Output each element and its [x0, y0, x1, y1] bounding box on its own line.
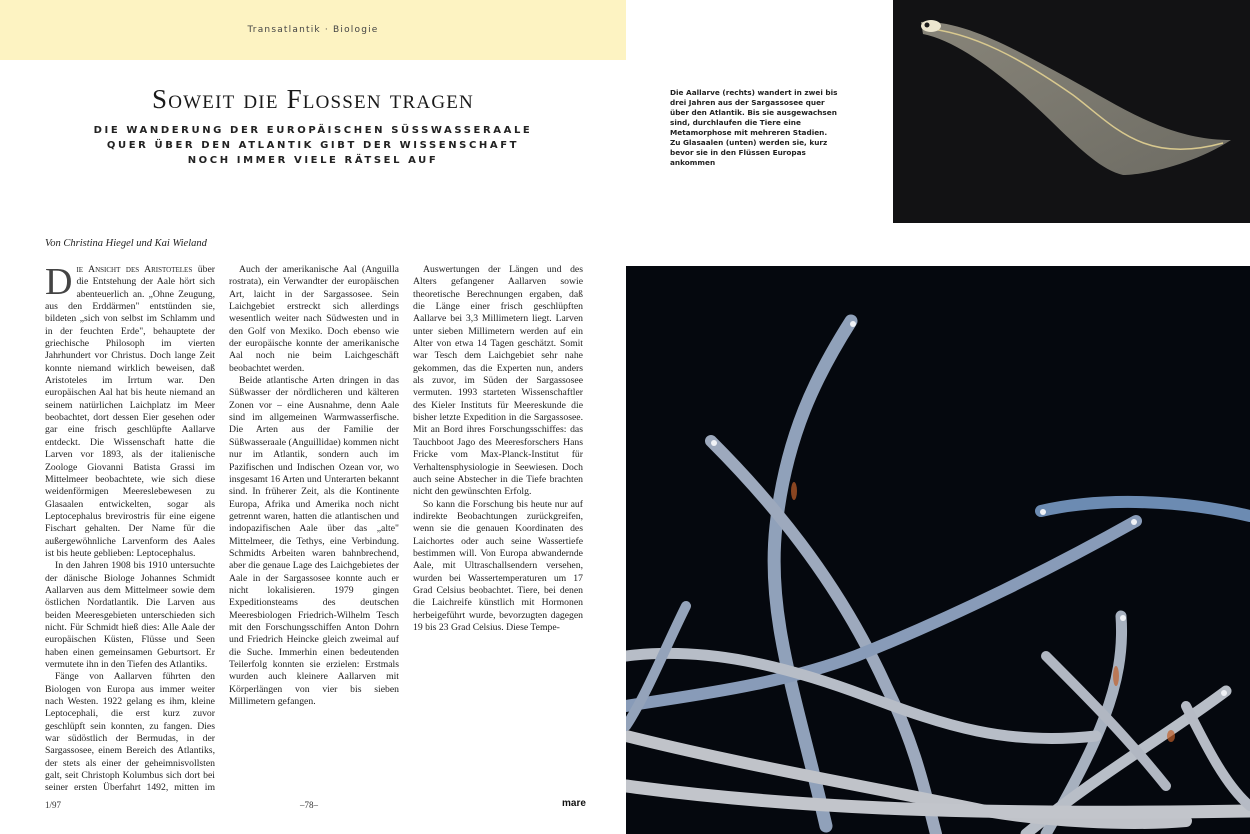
text-column-3 [413, 264, 583, 796]
paragraph: Auch der amerikanische Aal (Anguilla rostrata), ein Verwandter der europäischen Art, laicht in der Sargassosee. Sein Laichgebiet erstreckt sich allerdings wesentlich weiter nach Südwesten und in den Golf von Mexiko. Doch ebenso wie der europäische konnte der amerikanische Aal noch nie beim Laichgeschäft beobachtet werden. [229, 264, 399, 374]
subtitle-line: NOCH IMMER VIELE RÄTSEL AUF [187, 155, 439, 166]
subtitle-line: DIE WANDERUNG DER EUROPÄISCHEN SÜSSWASSERAALE [93, 125, 533, 136]
drop-cap: D [45, 264, 73, 303]
text-column-2 [229, 264, 399, 796]
subtitle-line: QUER ÜBER DEN ATLANTIK GIBT DER WISSENSCHAFT [106, 140, 520, 151]
article-title: Soweit die Flossen tragen [152, 84, 474, 114]
photo-glass-eels [626, 266, 1250, 834]
article-subtitle [40, 123, 586, 168]
paragraph: Auswertungen der Längen und des Alters gefangener Aallarven sowie theoretische Berechnungen ergaben, daß die Länge einer frisch geschlüpften Aallarve bei 3,3 Millimetern liegt. Larven unter sieben Millimetern werden auf ein Alter von etwa 14 Tagen geschätzt. Somit war Tesch dem Laichgebiet sehr nahe gekommen, das die Experten nun, anders als zuvor, im Süden der Sargassosee vermuten. 1993 starteten Wissenschaftler des Kieler Instituts für Meereskunde die bisher letzte Expedition in die Sargassosee. Mit an Bord ihres Forschungsschiffes: das Tauchboot Jago des Meeresforschers Hans Fricke vom Max-Planck-Institut für Verhaltensphysiologie in Seewiesen. Doch auch seine Abstecher in die Tiefe brachten nicht den gewünschten Erfolg. [413, 264, 583, 498]
glass-eels-illustration [626, 266, 1250, 834]
paragraph: Fänge von Aallarven führten den Biologen von Europa aus immer weiter nach Westen. 1922 gelang es ihm, kleine Leptocephali, die erst kurz zuvor geschlüpft sein konnten, zu fangen. Dies war südöstlich der Bermudas, in der Sargassosee, einem Bereich des Atlantiks, der stets als einer der geheimnisvollsten galt, seit Christoph Kolumbus sich dort bei seiner ersten Überfahrt 1492, mitten im [45, 671, 215, 794]
section-label: Transatlantik · Biologie [247, 25, 379, 35]
photo-eel-larva [893, 0, 1250, 223]
brand-logo: mare [562, 798, 586, 809]
photo-caption: Die Aallarve (rechts) wandert in zwei bis drei Jahren aus der Sargassosee quer über den Atlantik. Bis sie ausgewachsen sind, durchlaufen die Tiere eine Metamorphose mit mehreren Stadien. Zu Glasaalen (unten) werden sie, kurz bevor sie in den Flüssen Europas ankommen [670, 88, 838, 167]
paragraph-text: über die Entstehung der Aale hört sich abenteuerlich an. „Ohne Zeugung, aus den Erddärmen" entstünden sie, bildeten „sich von selbst im Schlamm und in der feuchten Erde", behauptete der griechische Philosoph im vierten Jahrhundert vor Christus. Doch lange Zeit konnte niemand wirklich beweisen, daß Aristoteles im Irrtum war. Den europäischen Aal hat bis heute niemand an seinem natürlichen Laichplatz im Meer beobachtet, dort dessen Eier gesehen oder gar eine frisch geschlüpfte Aallarve entdeckt. Die Wissenschaft hatte die Larven vor 1893, als der italienische Zoologe Giovanni Batista Grassi im Mittelmeer beobachtete, wie sich diese weidenförmigen Meereslebewesen zu Glasaalen entwickelten, sogar als Leptocephalus brevirostris für eine eigene Fischart gehalten. Der Name für die außergewöhnliche Larvenform des Aales ist bis heute geblieben: Leptocephalus. [45, 264, 215, 559]
lead-smallcaps: ie Ansicht des Aristoteles [76, 264, 193, 275]
issue-number: 1/97 [45, 800, 62, 810]
byline: Von Christina Hiegel und Kai Wieland [45, 238, 207, 249]
page-number: –78– [300, 800, 318, 810]
paragraph: So kann die Forschung bis heute nur auf indirekte Beobachtungen zurückgreifen, wenn sie die genauen Koordinaten des Laichortes oder auch seine Wassertiefe bestimmen will. Von Europa abwandernde Aale, mit Ultraschallsendern versehen, wurden bei Wassertemperaturen um 17 Grad Celsius beobachtet. Tiere, bei denen die Laichreife künstlich mit Hormonen herbeigeführt wurde, bevorzugten dagegen 19 bis 23 Grad Celsius. Diese Tempe- [413, 498, 583, 633]
lead-paragraph [45, 264, 215, 560]
paragraph: In den Jahren 1908 bis 1910 untersuchte der dänische Biologe Johannes Schmidt Aallarven aus dem Mittelmeer sowie dem östlichen Nordatlantik. Die Larven aus beiden Meeresgebieten unterschieden sich nicht. Für Schmidt hieß dies: Alle Aale der europäischen Küsten, Flüsse und Seen haben einen gemeinsamen Geburtsort. Er vermutete ihn in den Tiefen des Atlantiks. [45, 560, 215, 670]
eel-larva-illustration [893, 0, 1250, 223]
text-column-1 [45, 264, 215, 796]
paragraph: Beide atlantische Arten dringen in das Süßwasser der nördlicheren und kälteren Zonen vor – eine Ausnahme, denn Aale sind im allgemeinen Warmwasserfische. Die Arten aus der Familie der Süßwasseraale (Anguillidae) kommen nicht nur im Atlantik, sondern auch im Pazifischen und Indischen Ozean vor, wo insgesamt 16 Arten und Unterarten bekannt sind. In früherer Zeit, als die Kontinente Europa, Afrika und Amerika noch nicht getrennt waren, hatten die atlantischen und indopazifischen Aale über das „alte" Mittelmeer, die Tethys, eine Verbindung. Schmidts Arbeiten waren bahnbrechend, aber die genaue Lage des Laichgebietes der Aale in der Sargassosee konnte auch er nicht lokalisieren. 1979 gingen Expeditionsteams des deutschen Meeresbiologen Friedrich-Wilhelm Tesch mit den Forschungsschiffen Anton Dohrn und Friedrich Heincke gleich zweimal auf die Suche. Immerhin einen bedeutenden Teilerfolg konnten sie erzielen: Erstmals wurden auch kleinere Aallarven mit Körperlängen von vier bis sieben Millimetern gefangen. [229, 375, 399, 708]
